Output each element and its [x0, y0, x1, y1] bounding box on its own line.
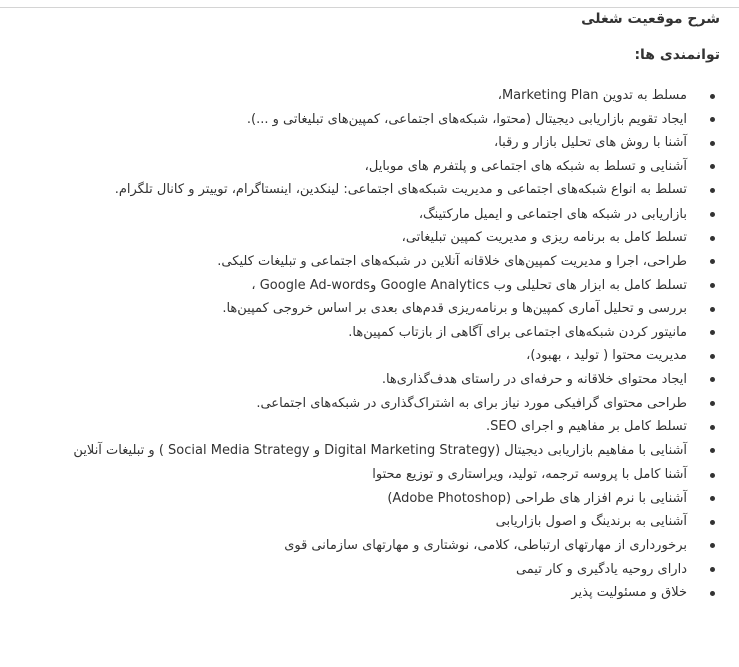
- bullet-icon: [710, 94, 715, 99]
- bullet-icon: [710, 117, 715, 122]
- list-item: [12, 178, 687, 202]
- list-item-text: آشنایی با نرم افزار های طراحی (Adobe Photoshop): [387, 490, 687, 506]
- bullet-icon: [710, 591, 715, 596]
- list-item-text: تسلط به انواع شبکه‌های اجتماعی و مدیریت شبکه‌های اجتماعی: لینکدین، اینستاگرام، توییتر و کانال تلگرام.: [114, 182, 687, 198]
- list-item: [12, 274, 687, 298]
- bullet-icon: [710, 330, 715, 335]
- list-item: [12, 108, 687, 132]
- bullet-icon: [710, 473, 715, 478]
- list-item-text: بازاریابی در شبکه های اجتماعی و ایمیل مارکتینگ،: [418, 206, 687, 222]
- list-item-text: ایجاد محتوای خلاقانه و حرفه‌ای در راستای هدف‌گذاری‌ها.: [381, 371, 687, 387]
- list-item: [12, 203, 687, 227]
- list-item: [12, 487, 687, 511]
- bullet-icon: [710, 567, 715, 572]
- list-item: [12, 344, 687, 368]
- bullet-icon: [710, 377, 715, 382]
- list-item: [12, 226, 687, 250]
- bullet-icon: [710, 401, 715, 406]
- bullet-icon: [710, 543, 715, 548]
- bullet-icon: [710, 448, 715, 453]
- list-item: [12, 84, 687, 108]
- list-item: [12, 321, 687, 345]
- bullet-icon: [710, 188, 715, 193]
- list-item-text: مانیتور کردن شبکه‌های اجتماعی برای آگاهی از بازتاب کمپین‌ها.: [348, 324, 687, 340]
- list-item: [12, 415, 687, 439]
- list-item-text: آشنایی با مفاهیم بازاریابی دیجیتال (Digital Marketing Strategy و Social Media Strategy ) و تبلیغات آنلاین: [73, 442, 687, 458]
- list-item-text: آشنا با روش های تحلیل بازار و رقبا،: [494, 135, 687, 151]
- list-item: [12, 463, 687, 487]
- bullet-icon: [710, 425, 715, 430]
- list-item: [12, 155, 687, 179]
- list-item: [12, 510, 687, 534]
- list-item: [12, 534, 687, 558]
- list-item-text: ایجاد تقویم بازاریابی دیجیتال (محتوا، شبکه‌های اجتماعی، کمپین‌های تبلیغاتی و ...).: [246, 111, 687, 127]
- bullet-icon: [710, 354, 715, 359]
- list-item-text: طراحی، اجرا و مدیریت کمپین‌های خلاقانه آنلاین در شبکه‌های اجتماعی و تبلیغات کلیکی.: [217, 253, 687, 269]
- top-border: [0, 0, 739, 8]
- bullet-icon: [710, 259, 715, 264]
- section-title: شرح موقعیت شغلی: [581, 11, 720, 27]
- job-description: [12, 8, 720, 605]
- bullet-icon: [710, 283, 715, 288]
- list-item: [12, 131, 687, 155]
- list-item-text: تسلط کامل بر مفاهیم و اجرای SEO.: [485, 419, 687, 435]
- skills-heading: توانمندی ها:: [634, 47, 720, 63]
- bullet-icon: [710, 212, 715, 217]
- list-item: [12, 250, 687, 274]
- bullet-icon: [710, 141, 715, 146]
- list-item-text: خلاق و مسئولیت پذیر: [571, 585, 687, 601]
- list-item-text: بررسی و تحلیل آماری کمپین‌ها و برنامه‌ریزی قدم‌های بعدی بر اساس خروجی کمپین‌ها.: [222, 301, 687, 317]
- list-item-text: آشنا کامل با پروسه ترجمه، تولید، ویراستاری و توزیع محتوا: [372, 467, 687, 483]
- list-item: [12, 581, 687, 605]
- list-item-text: مدیریت محتوا ( تولید ، بهبود)،: [526, 348, 687, 364]
- skills-list: [12, 84, 720, 605]
- list-item: [12, 439, 687, 463]
- list-item-text: طراحی محتوای گرافیکی مورد نیاز برای به اشتراک‌گذاری در شبکه‌های اجتماعی.: [256, 395, 687, 411]
- list-item-text: تسلط کامل به برنامه ریزی و مدیریت کمپین تبلیغاتی،: [401, 230, 687, 246]
- bullet-icon: [710, 236, 715, 241]
- list-item-text: مسلط به تدوین Marketing Plan،: [497, 88, 687, 103]
- list-item: [12, 368, 687, 392]
- list-item-text: دارای روحیه یادگیری و کار تیمی: [515, 561, 687, 577]
- list-item: [12, 558, 687, 582]
- list-item-text: تسلط کامل به ابزار های تحلیلی وب Google Analytics وGoogle Ad-words ،: [251, 277, 687, 293]
- list-item-text: آشنایی به برندینگ و اصول بازاریابی: [495, 514, 687, 530]
- bullet-icon: [710, 164, 715, 169]
- bullet-icon: [710, 496, 715, 501]
- list-item: [12, 392, 687, 416]
- list-item-text: آشنایی و تسلط به شبکه های اجتماعی و پلتفرم های موبایل،: [364, 158, 687, 174]
- bullet-icon: [710, 520, 715, 525]
- list-item-text: برخورداری از مهارتهای ارتباطی، کلامی، نوشتاری و مهارتهای سازمانی قوی: [284, 537, 687, 553]
- list-item: [12, 297, 687, 321]
- bullet-icon: [710, 307, 715, 312]
